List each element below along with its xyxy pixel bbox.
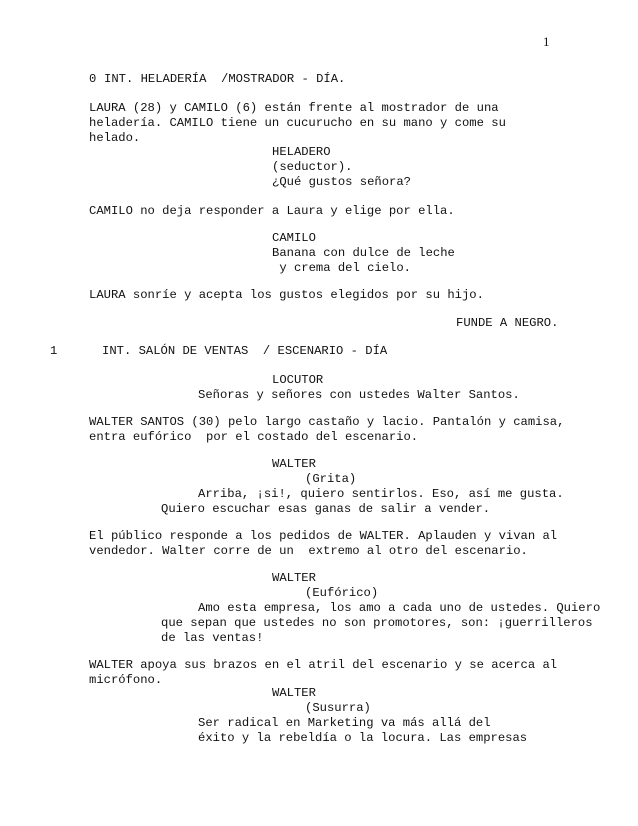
parenthetical: (seductor). (272, 160, 353, 174)
action-line: helado. (89, 131, 141, 145)
parenthetical: (Grita) (305, 472, 357, 486)
scene-number: 0 (89, 72, 97, 86)
parenthetical: (Susurra) (305, 701, 371, 715)
scene-heading: INT. SALÓN DE VENTAS / ESCENARIO - DÍA (102, 344, 388, 358)
character-name: HELADERO (272, 145, 331, 159)
action-line: entra eufórico por el costado del escenario. (89, 430, 419, 444)
scene-heading: INT. HELADERÍA /MOSTRADOR - DÍA. (104, 72, 346, 86)
dialogue-line: de las ventas! (161, 631, 264, 645)
action-line: micrófono. (89, 673, 163, 687)
character-name: WALTER (272, 571, 316, 585)
action-line: heladería. CAMILO tiene un cucurucho en su mano y come su (89, 116, 506, 130)
dialogue-line: ¿Qué gustos señora? (272, 175, 411, 189)
action-line: vendedor. Walter corre de un extremo al otro del escenario. (89, 544, 528, 558)
dialogue-line: que sepan que ustedes no son promotores, son: ¡guerrilleros (161, 616, 593, 630)
dialogue-line: Ser radical en Marketing va más allá del (198, 716, 491, 730)
character-name: CAMILO (272, 231, 316, 245)
dialogue-line: Arriba, ¡si!, quiero sentirlos. Eso, así me gusta. (198, 487, 564, 501)
scene-number: 1 (50, 344, 58, 358)
dialogue-line: Amo esta empresa, los amo a cada uno de ustedes. Quiero (198, 601, 601, 615)
action-line: WALTER apoya sus brazos en el atril del escenario y se acerca al (89, 658, 558, 672)
action-line: El público responde a los pedidos de WALTER. Aplauden y vivan al (89, 529, 558, 543)
action-line: LAURA (28) y CAMILO (6) están frente al mostrador de una (89, 101, 499, 115)
character-name: WALTER (272, 457, 316, 471)
action-line: WALTER SANTOS (30) pelo largo castaño y lacio. Pantalón y camisa, (89, 415, 565, 429)
dialogue-line: Banana con dulce de leche (272, 246, 455, 260)
dialogue-line: Quiero escuchar esas ganas de salir a vender. (161, 502, 491, 516)
transition: FUNDE A NEGRO. (456, 316, 559, 330)
action-line: LAURA sonríe y acepta los gustos elegidos por su hijo. (89, 288, 484, 302)
dialogue-line: éxito y la rebeldía o la locura. Las empresas (198, 731, 528, 745)
dialogue-line: y crema del cielo. (272, 261, 411, 275)
character-name: WALTER (272, 686, 316, 700)
action-line: CAMILO no deja responder a Laura y elige por ella. (89, 204, 455, 218)
character-name: LOCUTOR (272, 373, 324, 387)
parenthetical: (Eufórico) (305, 586, 379, 600)
dialogue-line: Señoras y señores con ustedes Walter Santos. (198, 388, 520, 402)
page-number: 1 (543, 34, 550, 49)
